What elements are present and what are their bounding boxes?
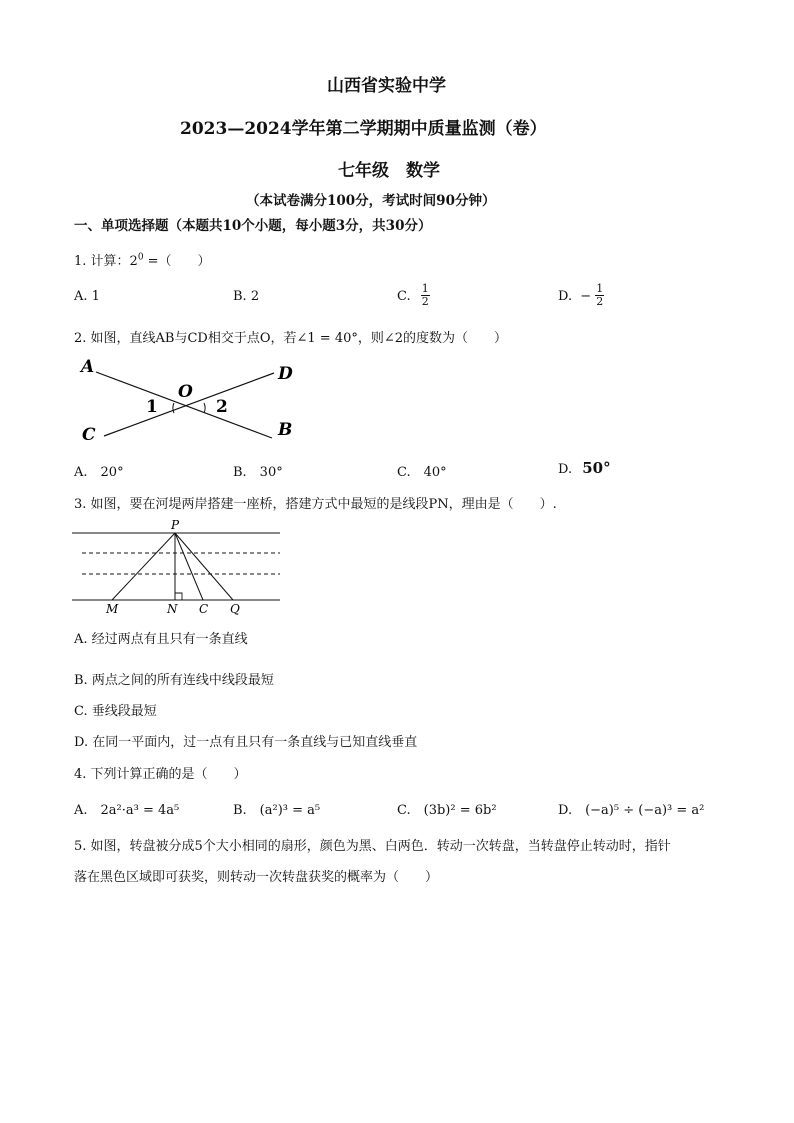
- q1-d-numerator: 1: [596, 282, 604, 295]
- q2-figure: [74, 350, 304, 445]
- q3-option-a: A. 经过两点有且只有一条直线: [74, 632, 248, 647]
- q2-option-d-value: 50°: [582, 459, 611, 477]
- grade-subject-title: 七年级 数学: [338, 161, 440, 181]
- label-n: N: [167, 602, 178, 616]
- q3-option-c: C. 垂线段最短: [74, 704, 157, 719]
- segment-pm: [112, 533, 175, 600]
- q1-option-a: A. 1: [74, 289, 100, 304]
- label-c: C: [199, 602, 209, 616]
- q1-c-denominator: 2: [421, 295, 429, 308]
- question-3-stem: 3. 如图，要在河堤两岸搭建一座桥，搭建方式中最短的是线段PN，理由是（ ）.: [74, 497, 557, 512]
- q3-figure: [70, 517, 285, 617]
- label-m: M: [106, 602, 119, 616]
- q2-option-d: [558, 459, 611, 477]
- right-angle-mark: [175, 593, 182, 600]
- label-2: 2: [216, 397, 228, 417]
- q1-option-d-fraction: [595, 283, 604, 308]
- q4-option-a: A. 2a²·a³ = 4a⁵: [74, 803, 180, 818]
- label-a: A: [81, 357, 95, 377]
- angle-1-arc: [173, 403, 174, 413]
- label-c: C: [82, 425, 96, 445]
- segment-pq: [175, 533, 233, 600]
- q1-option-b: B. 2: [233, 289, 260, 304]
- q1-option-d-sign: −: [580, 289, 592, 304]
- q1-suffix: =（ ）: [147, 254, 211, 269]
- q2-option-c: C. 40°: [397, 465, 447, 480]
- q1-base: 2: [129, 254, 138, 269]
- school-title: 山西省实验中学: [327, 76, 446, 96]
- q4-option-c: C. (3b)² = 6b²: [397, 803, 497, 818]
- question-2-stem: 2. 如图，直线AB与CD相交于点O，若∠1 = 40°，则∠2的度数为（ ）: [74, 331, 508, 346]
- label-q: Q: [230, 602, 240, 616]
- label-p: P: [171, 518, 180, 532]
- q1-option-c: [397, 283, 430, 308]
- exam-note: （本试卷满分100分，考试时间90分钟）: [246, 193, 496, 209]
- exam-title: 2023—2024学年第二学期期中质量监测（卷）: [180, 119, 547, 139]
- q2-option-d-label: D.: [558, 462, 573, 477]
- q1-c-numerator: 1: [421, 282, 429, 295]
- q1-d-denominator: 2: [596, 295, 604, 308]
- q1-exponent: 0: [137, 252, 144, 263]
- question-1-stem: [74, 250, 210, 269]
- q1-prefix: 1. 计算：: [74, 254, 130, 269]
- q2-option-b: B. 30°: [233, 465, 283, 480]
- angle-2-arc: [204, 403, 205, 413]
- segment-pc: [175, 533, 203, 600]
- q1-option-d-label: D.: [558, 289, 573, 304]
- label-o: O: [178, 382, 193, 402]
- q1-option-c-label: C.: [397, 289, 411, 304]
- question-5-line-1: 5. 如图，转盘被分成5个大小相同的扇形，颜色为黑、白两色．转动一次转盘，当转盘停止转动时，指针: [74, 839, 671, 854]
- section-title: 一、单项选择题（本题共10个小题，每小题3分，共30分）: [74, 218, 432, 234]
- q1-option-d: [558, 283, 604, 308]
- label-b: B: [278, 420, 293, 440]
- q2-option-a: A. 20°: [74, 465, 124, 480]
- q3-option-b: B. 两点之间的所有连线中线段最短: [74, 673, 274, 688]
- q4-option-d: D. (−a)⁵ ÷ (−a)³ = a²: [558, 803, 705, 818]
- label-1: 1: [146, 397, 158, 417]
- q4-option-b: B. (a²)³ = a⁵: [233, 803, 321, 818]
- q3-option-d: D. 在同一平面内，过一点有且只有一条直线与已知直线垂直: [74, 735, 418, 750]
- question-4-stem: 4. 下列计算正确的是（ ）: [74, 767, 247, 782]
- q1-option-c-fraction: [421, 283, 430, 308]
- label-d: D: [278, 364, 293, 384]
- question-5-line-2: 落在黑色区域即可获奖，则转动一次转盘获奖的概率为（ ）: [74, 870, 439, 885]
